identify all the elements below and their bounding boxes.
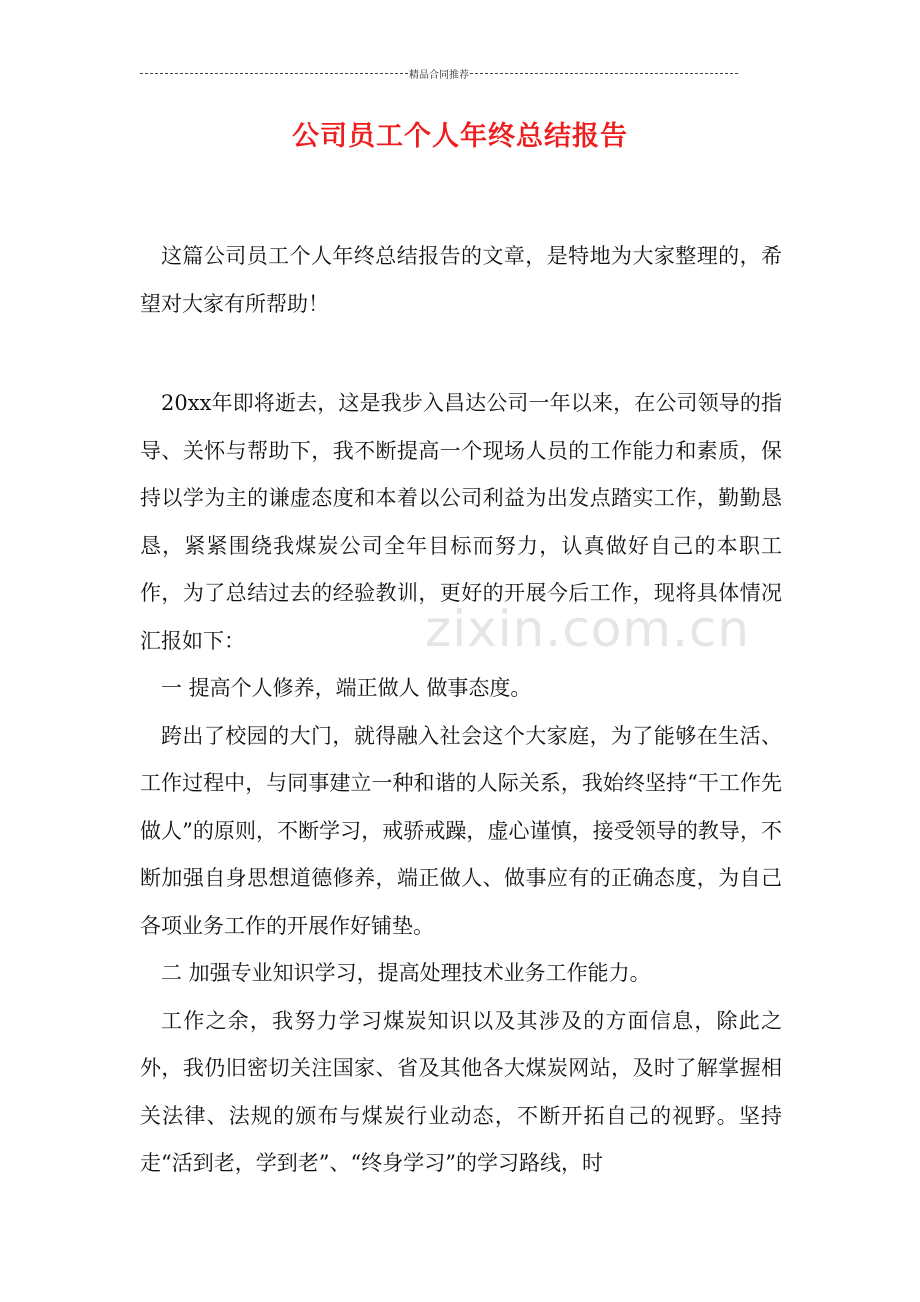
- section-heading-2: 二 加强专业知识学习，提高处理技术业务工作能力。: [161, 961, 651, 985]
- header-label: 精品合同推荐: [409, 69, 469, 81]
- intro-block: [140, 233, 782, 328]
- document-title: 公司员工个人年终总结报告: [292, 121, 628, 152]
- body-paragraph: 20xx年即将逝去，这是我步入昌达公司一年以来，在公司领导的指导、关怀与帮助下，我不断提高一个现场人员的工作能力和素质，保持以学为主的谦虚态度和本着以公司利益为出发点踏实工作，勤勤恳恳，紧紧围绕我煤炭公司全年目标而努力，认真做好自己的本职工作，为了总结过去的经验教训，更好的开展今后工作，现将具体情况汇报如下：: [140, 391, 782, 653]
- intro-paragraph: 这篇公司员工个人年终总结报告的文章，是特地为大家整理的，希望对大家有所帮助！: [140, 244, 782, 316]
- body-paragraph: 跨出了校园的大门，就得融入社会这个大家庭，为了能够在生活、工作过程中，与同事建立一种和谐的人际关系，我始终坚持“干工作先做人”的原则，不断学习，戒骄戒躁，虚心谨慎，接受领导的教导，不断加强自身思想道德修养，端正做人、做事应有的正确态度，为自己各项业务工作的开展作好铺垫。: [140, 723, 782, 938]
- main-body: [140, 380, 782, 1188]
- body-paragraph: 工作之余，我努力学习煤炭知识以及其涉及的方面信息，除此之外，我仍旧密切关注国家、省及其他各大煤炭网站，及时了解掌握相关法律、法规的颁布与煤炭行业动态，不断开拓自己的视野。坚持走“活到老，学到老”、“终身学习”的学习路线，时: [140, 1008, 782, 1175]
- watermark: zixin.com.cn: [425, 600, 751, 658]
- header-dash-right: [470, 73, 738, 74]
- header-rule: [140, 66, 738, 80]
- header-dash-left: [140, 73, 408, 74]
- section-heading-1: 一 提高个人修养，端正做人 做事态度。: [161, 676, 532, 700]
